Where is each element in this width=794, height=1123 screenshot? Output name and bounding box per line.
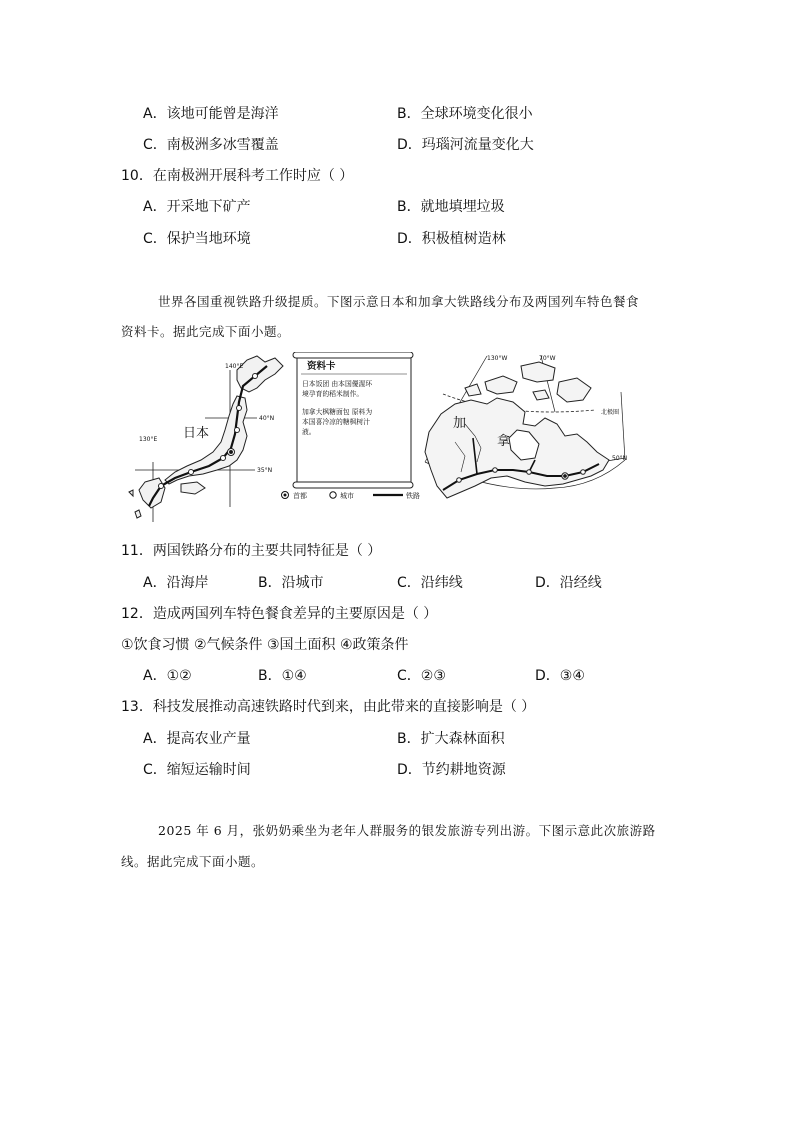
japan-lon-140-label: 140°E <box>225 363 244 370</box>
q11-option-a: A．沿海岸 <box>143 575 209 591</box>
canada-lon-130w-label: 130°W <box>487 355 508 362</box>
q12-option-a: A．①② <box>143 668 192 684</box>
q13-option-d: D．节约耕地资源 <box>397 762 506 778</box>
canada-label-2: 拿 <box>497 434 511 449</box>
arctic-circle-label: 北极圈 <box>601 409 620 416</box>
railway-figure <box>125 352 645 527</box>
card-p1-line2: 境孕育的稻米制作。 <box>302 390 364 398</box>
q9-option-c: C．南极洲多冰雪覆盖 <box>143 137 279 153</box>
q10-option-d: D．积极植树造林 <box>397 231 506 247</box>
q9-option-b: B．全球环境变化很小 <box>397 106 533 122</box>
q10-stem: 10．在南极洲开展科考工作时应（ ） <box>121 168 354 184</box>
card-p2-line3: 液。 <box>302 428 316 436</box>
japan-lat-40-label: 40°N <box>259 415 275 422</box>
card-p1-line1: 日本饭团 由本国優渥环 <box>302 380 373 388</box>
legend-railway: 铁路 <box>406 492 420 500</box>
card-title: 资料卡 <box>307 361 336 372</box>
q11-option-d: D．沿经线 <box>535 575 602 591</box>
q12-option-d: D．③④ <box>535 668 585 684</box>
canada-label-1: 加 <box>453 416 467 431</box>
q12-option-c: C．②③ <box>397 668 446 684</box>
q11-stem: 11．两国铁路分布的主要共同特征是（ ） <box>121 543 382 559</box>
q12-option-b: B．①④ <box>258 668 307 684</box>
q10-option-a: A．开采地下矿产 <box>143 199 251 215</box>
q13-option-a: A．提高农业产量 <box>143 731 251 747</box>
intro2-line2: 线。据此完成下面小题。 <box>121 854 265 869</box>
canada-lat-50n-label: 50°N <box>612 455 628 462</box>
card-p2-line2: 本国喜冷凉的糖枫树汁 <box>302 418 370 426</box>
q11-option-b: B．沿城市 <box>258 575 324 591</box>
q9-option-a: A．该地可能曾是海洋 <box>143 106 279 122</box>
legend-capital: 首都 <box>293 492 307 500</box>
q13-option-c: C．缩短运输时间 <box>143 762 251 778</box>
card-p2-line1: 加拿大枫糖面包 原料为 <box>302 408 373 416</box>
q11-option-c: C．沿纬线 <box>397 575 463 591</box>
intro1-line1: 世界各国重视铁路升级提质。下图示意日本和加拿大铁路线分布及两国列车特色餐食 <box>158 294 640 309</box>
japan-lat-35-label: 35°N <box>257 467 273 474</box>
japan-lon-130-label: 130°E <box>139 436 158 443</box>
q10-option-c: C．保护当地环境 <box>143 231 251 247</box>
q9-option-d: D．玛瑙河流量变化大 <box>397 137 534 153</box>
q12-stem: 12．造成两国列车特色餐食差异的主要原因是（ ） <box>121 606 438 622</box>
q10-option-b: B．就地填埋垃圾 <box>397 199 505 215</box>
intro1-line2: 资料卡。据此完成下面小题。 <box>121 324 291 339</box>
legend-city: 城市 <box>340 492 354 500</box>
canada-lon-70w-label: 70°W <box>539 355 556 362</box>
q13-stem: 13．科技发展推动高速铁路时代到来，由此带来的直接影响是（ ） <box>121 699 536 715</box>
japan-label: 日本 <box>183 426 210 441</box>
q12-items: ①饮食习惯 ②气候条件 ③国土面积 ④政策条件 <box>121 637 409 653</box>
intro2-line1: 2025 年 6 月，张奶奶乘坐为老年人群服务的银发旅游专列出游。下图示意此次旅游路 <box>158 823 656 838</box>
q13-option-b: B．扩大森林面积 <box>397 731 505 747</box>
